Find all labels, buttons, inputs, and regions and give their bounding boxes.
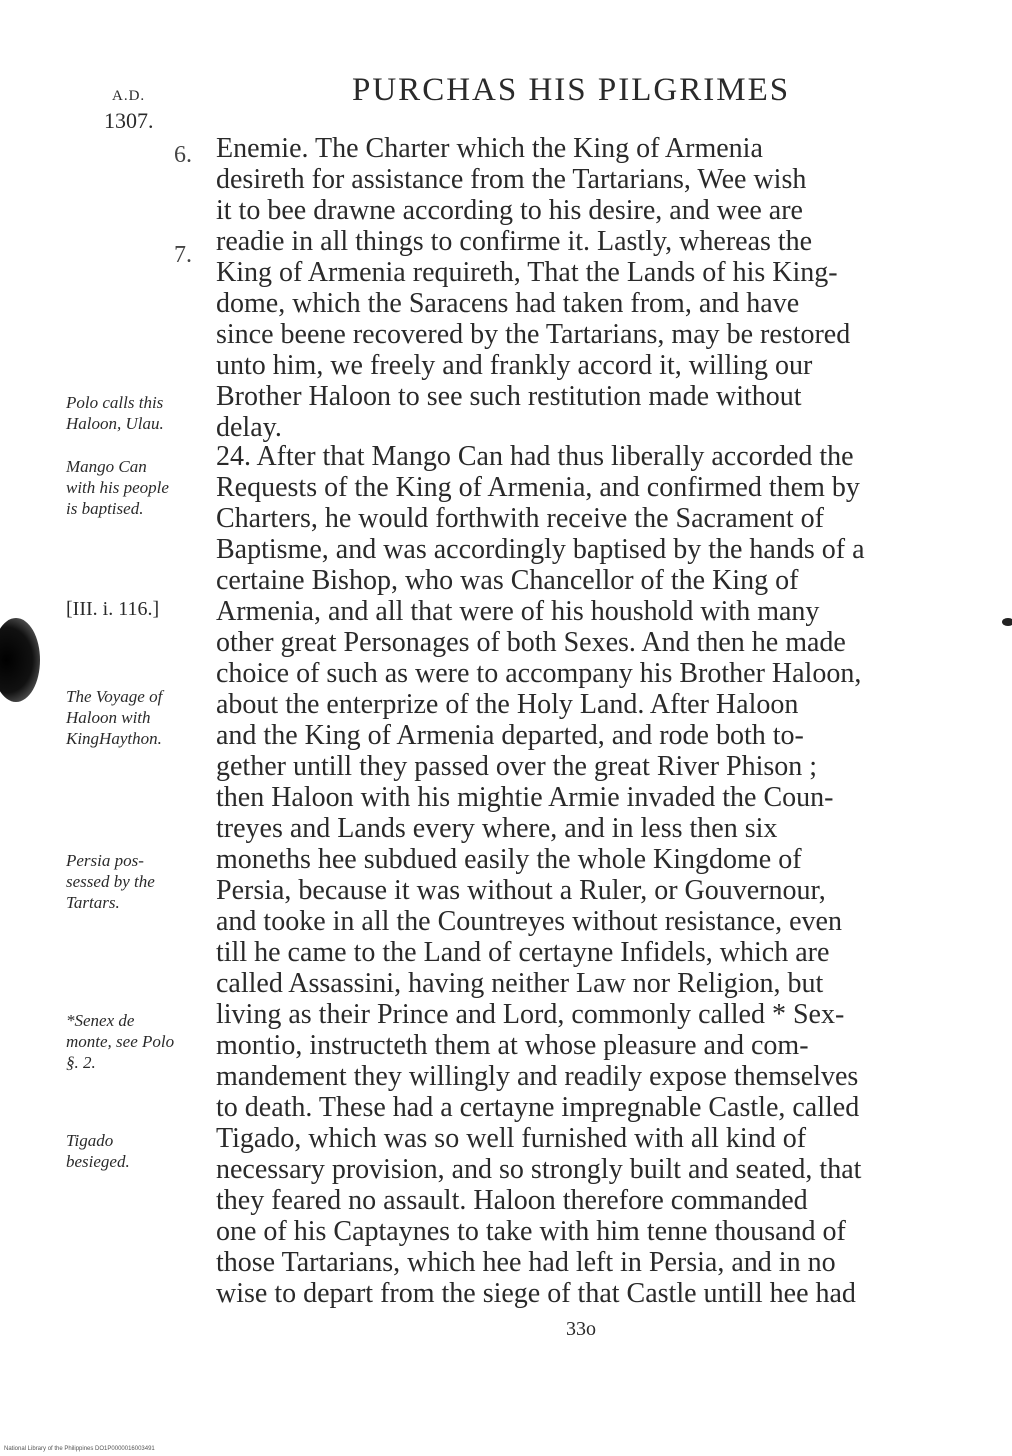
text-line-10: delay. xyxy=(216,412,282,443)
text-line-9: Brother Haloon to see such restitution made without xyxy=(216,381,802,412)
margin-note-voyage xyxy=(66,686,162,749)
text-line-2: desireth for assistance from the Tartarians, Wee wish xyxy=(216,164,807,195)
margin-note-tigado-line-1: Tigado xyxy=(66,1131,114,1150)
margin-note-persia-line-1: Persia pos- xyxy=(66,851,144,870)
text-line-3: it to bee drawne according to his desire, and wee are xyxy=(216,195,803,226)
text-line-12: Requests of the King of Armenia, and confirmed them by xyxy=(216,472,860,503)
text-line-1: Enemie. The Charter which the King of Armenia xyxy=(216,133,763,164)
page-number: 33o xyxy=(566,1318,596,1340)
margin-note-senex-line-2: monte, see Polo xyxy=(66,1032,175,1051)
text-line-25: Persia, because it was without a Ruler, or Gouvernour, xyxy=(216,875,826,906)
text-line-32: to death. These had a certayne impregnable Castle, called xyxy=(216,1092,860,1123)
text-line-4: readie in all things to confirme it. Lastly, whereas the xyxy=(216,226,813,257)
margin-note-persia-line-2: sessed by the xyxy=(66,872,155,891)
margin-note-mango-line-3: is baptised. xyxy=(66,499,144,518)
text-line-18: choice of such as were to accompany his Brother Haloon, xyxy=(216,658,862,689)
margin-note-tigado xyxy=(66,1130,130,1172)
text-line-23: treyes and Lands every where, and in less then six xyxy=(216,813,778,844)
section-number-7: 7. xyxy=(174,242,192,268)
text-line-17: other great Personages of both Sexes. And then he made xyxy=(216,627,846,658)
text-line-13: Charters, he would forthwith receive the Sacrament of xyxy=(216,503,825,534)
text-line-35: they feared no assault. Haloon therefore commanded xyxy=(216,1185,808,1216)
margin-note-polo-line-2: Haloon, Ulau. xyxy=(66,414,164,433)
text-line-8: unto him, we freely and frankly accord it, willing our xyxy=(216,350,813,381)
text-line-7: since beene recovered by the Tartarians, may be restored xyxy=(216,319,851,350)
text-line-14: Baptisme, and was accordingly baptised by the hands of a xyxy=(216,534,865,565)
margin-note-mango-line-2: with his people xyxy=(66,478,169,497)
text-line-5: King of Armenia requireth, That the Lands of his King- xyxy=(216,257,838,288)
margin-note-mango-baptised xyxy=(66,456,169,519)
text-line-33: Tigado, which was so well furnished with all kind of xyxy=(216,1123,807,1154)
header-ad: A.D. xyxy=(112,88,146,104)
section-number-6: 6. xyxy=(174,142,192,168)
margin-note-persia xyxy=(66,850,155,913)
margin-note-polo-line-1: Polo calls this xyxy=(66,393,164,412)
text-line-20: and the King of Armenia departed, and rode both to- xyxy=(216,720,804,751)
margin-reference-bracket: [III. i. 116.] xyxy=(66,598,160,620)
margin-note-voyage-line-2: Haloon with xyxy=(66,708,151,727)
margin-note-voyage-line-1: The Voyage of xyxy=(66,687,163,706)
text-line-26: and tooke in all the Countreyes without resistance, even xyxy=(216,906,842,937)
text-line-11: 24. After that Mango Can had thus liberally accorded the xyxy=(216,441,854,472)
text-line-28: called Assassini, having neither Law nor Religion, but xyxy=(216,968,824,999)
text-line-34: necessary provision, and so strongly built and seated, that xyxy=(216,1154,862,1185)
text-line-16: Armenia, and all that were of his houshold with many xyxy=(216,596,820,627)
page-title: PURCHAS HIS PILGRIMES xyxy=(352,72,791,108)
margin-note-polo xyxy=(66,392,164,434)
margin-note-senex-line-1: *Senex de xyxy=(66,1011,135,1030)
text-line-37: those Tartarians, which hee had left in Persia, and in no xyxy=(216,1247,836,1278)
text-line-36: one of his Captaynes to take with him tenne thousand of xyxy=(216,1216,846,1247)
text-line-6: dome, which the Saracens had taken from, and have xyxy=(216,288,800,319)
text-line-29: living as their Prince and Lord, commonly called * Sex- xyxy=(216,999,845,1030)
margin-note-senex xyxy=(66,1010,174,1073)
text-line-22: then Haloon with his mightie Armie invaded the Coun- xyxy=(216,782,834,813)
margin-note-senex-line-3: §. 2. xyxy=(66,1053,96,1072)
margin-note-tigado-line-2: besieged. xyxy=(66,1152,130,1171)
text-line-21: gether untill they passed over the great River Phison ; xyxy=(216,751,818,782)
margin-note-voyage-line-3: KingHaython. xyxy=(66,729,162,748)
text-line-15: certaine Bishop, who was Chancellor of the King of xyxy=(216,565,799,596)
scan-blot xyxy=(0,618,40,702)
header-year: 1307. xyxy=(104,108,154,133)
text-line-30: montio, instructeth them at whose pleasure and com- xyxy=(216,1030,809,1061)
margin-note-persia-line-3: Tartars. xyxy=(66,893,120,912)
scan-speck xyxy=(1002,618,1012,626)
footer-library-id: National Library of the Philippines DO1P0000016003491 xyxy=(4,1446,155,1452)
margin-note-mango-line-1: Mango Can xyxy=(66,457,147,476)
text-line-19: about the enterprize of the Holy Land. After Haloon xyxy=(216,689,799,720)
text-line-24: moneths hee subdued easily the whole Kingdome of xyxy=(216,844,802,875)
text-line-38: wise to depart from the siege of that Castle untill hee had xyxy=(216,1278,856,1309)
text-line-27: till he came to the Land of certayne Infidels, which are xyxy=(216,937,830,968)
text-line-31: mandement they willingly and readily expose themselves xyxy=(216,1061,859,1092)
